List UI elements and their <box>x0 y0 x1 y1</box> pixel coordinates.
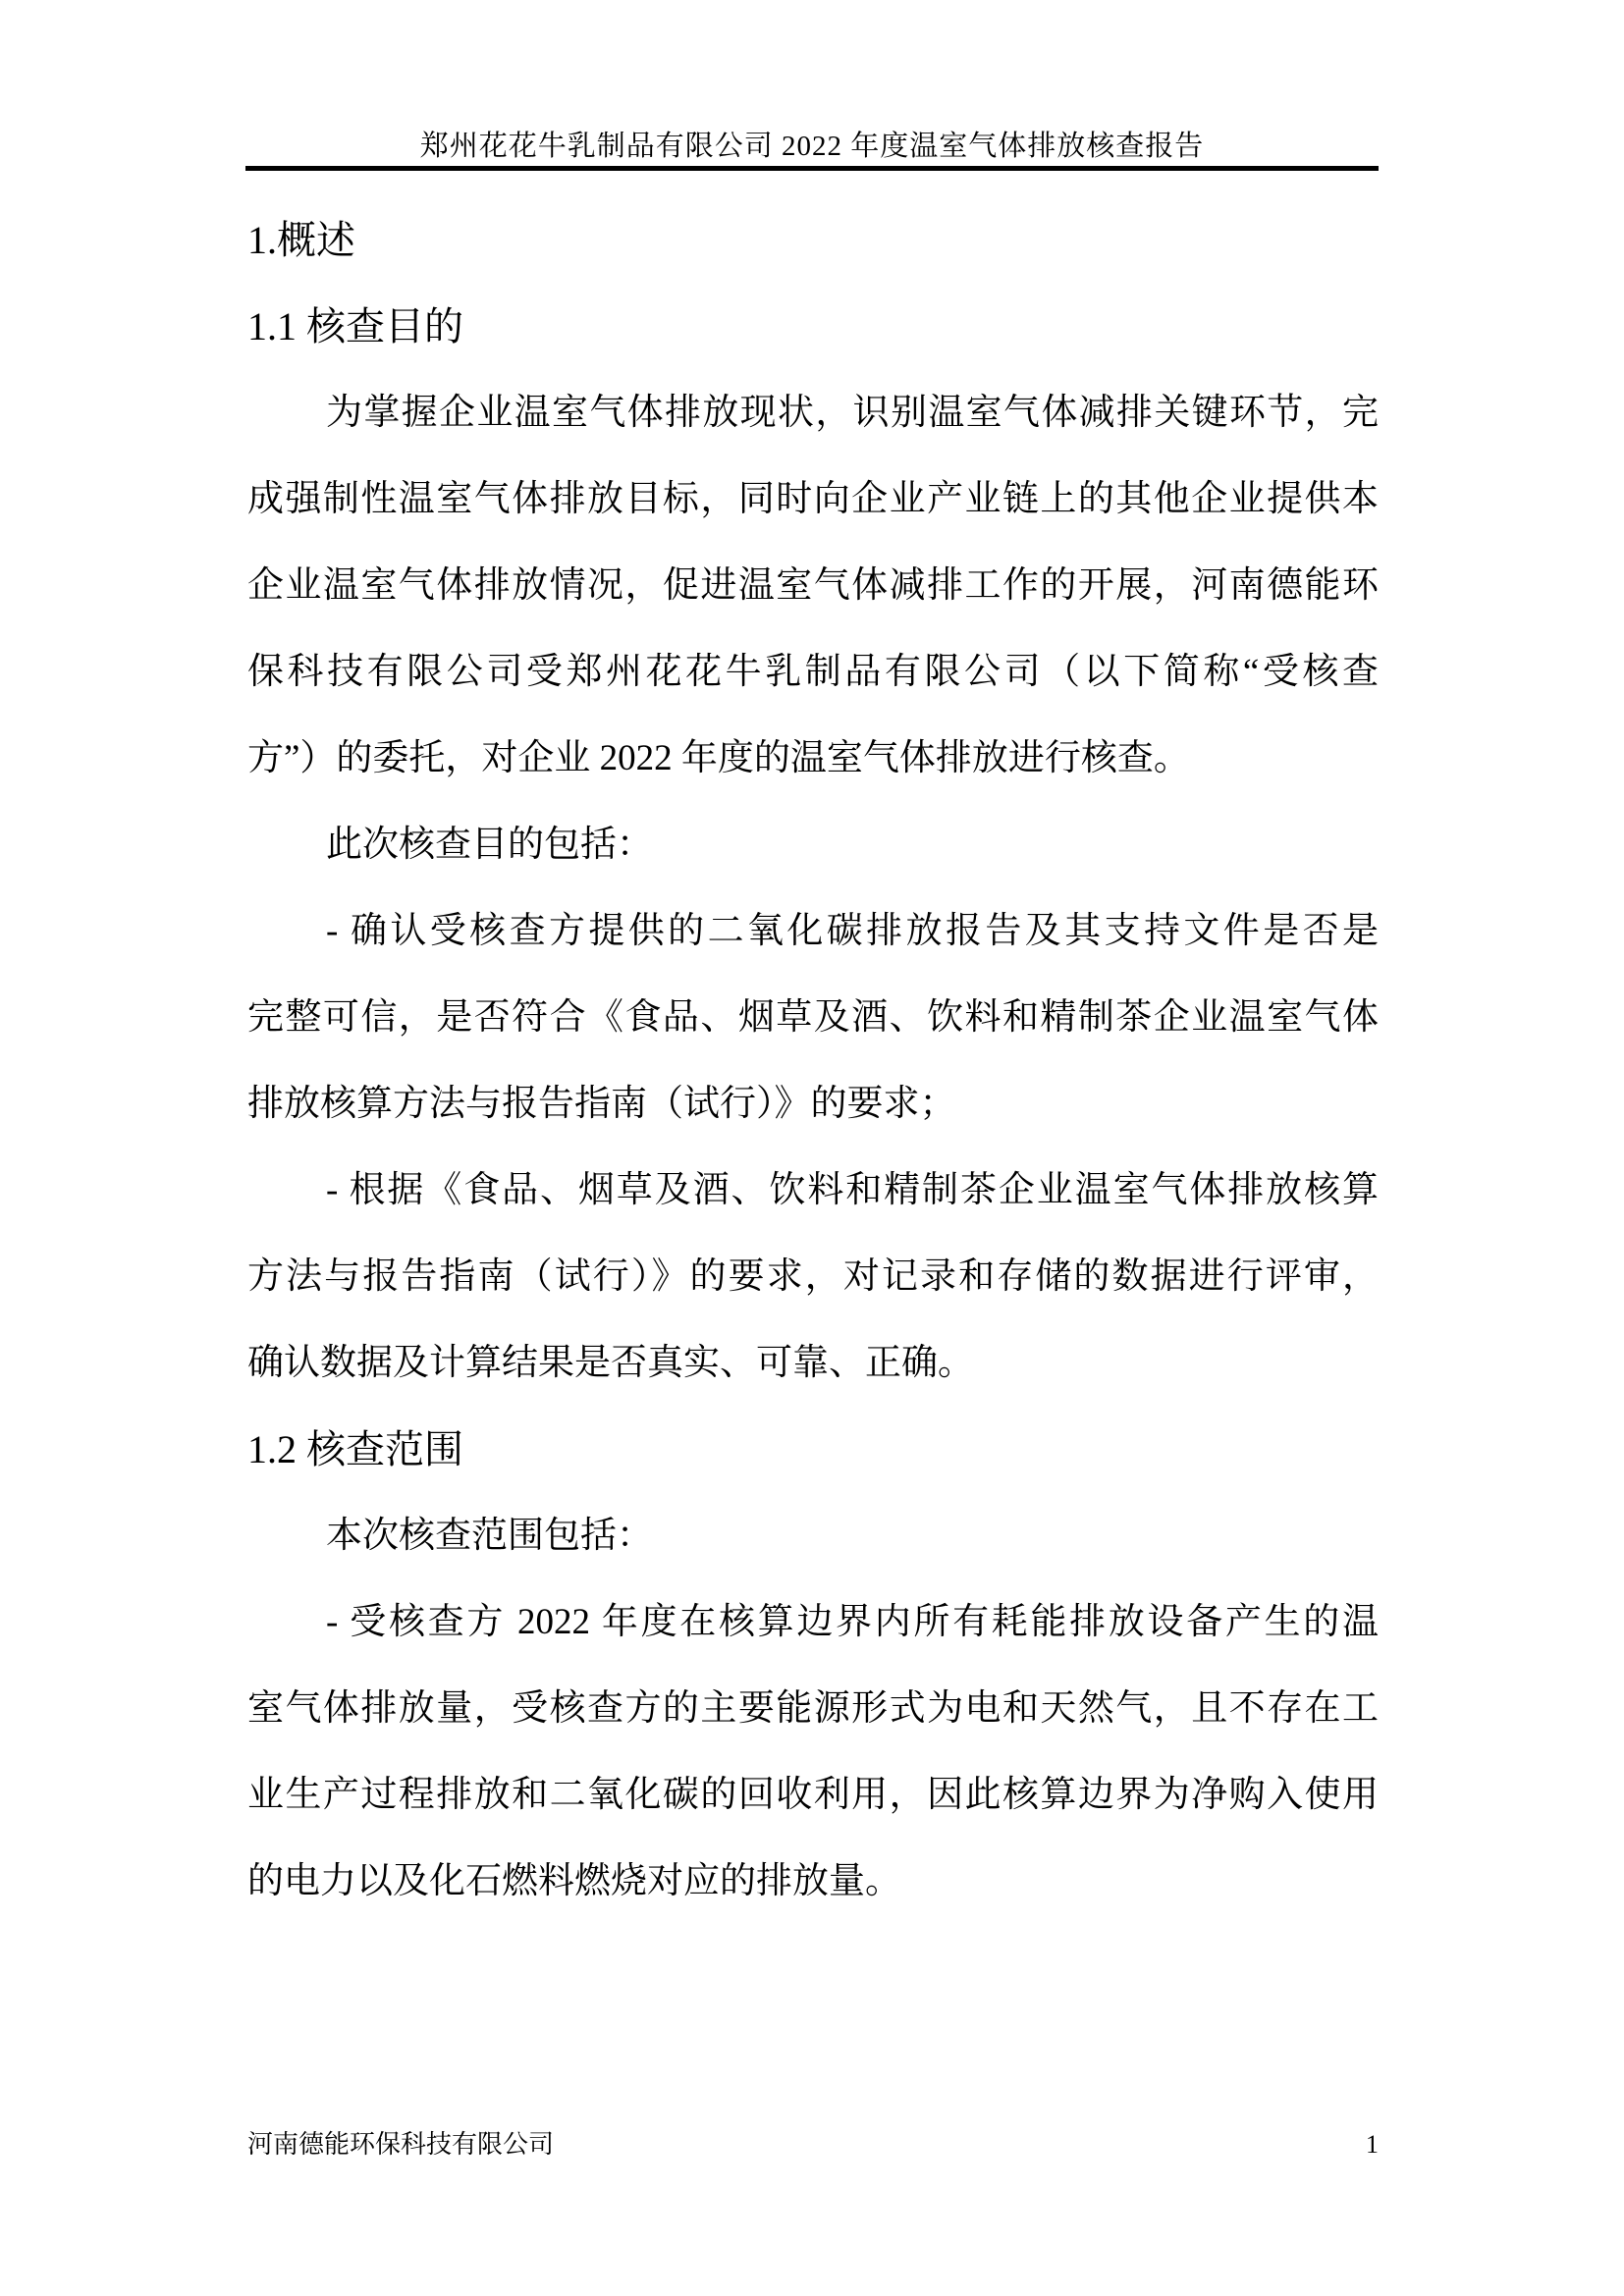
page-header-title: 郑州花花牛乳制品有限公司 2022 年度温室气体排放核查报告 <box>419 131 1205 162</box>
paragraph-line: 企业温室气体排放情况，促进温室气体减排工作的开展，河南德能环 <box>247 565 1379 606</box>
paragraph-line: 保科技有限公司受郑州花花牛乳制品有限公司（以下简称“受核查 <box>247 652 1379 692</box>
paragraph-line: 室气体排放量，受核查方的主要能源形式为电和天然气，且不存在工 <box>247 1688 1379 1729</box>
paragraph-line: 排放核算方法与报告指南（试行）》的要求； <box>247 1084 956 1124</box>
footer-page-number: 1 <box>1366 2130 1379 2159</box>
paragraph-line: 业生产过程排放和二氧化碳的回收利用，因此核算边界为净购入使用 <box>247 1775 1379 1815</box>
section-heading: 1.概述 <box>247 218 355 262</box>
paragraph-line: - 受核查方 2022 年度在核算边界内所有耗能排放设备产生的温 <box>326 1602 1379 1642</box>
page-footer <box>247 2120 1379 2169</box>
paragraph-line: 成强制性温室气体排放目标，同时向企业产业链上的其他企业提供本 <box>247 479 1379 519</box>
header-rule <box>245 166 1379 171</box>
paragraph-line: 为掌握企业温室气体排放现状，识别温室气体减排关键环节，完 <box>326 393 1379 433</box>
paragraph-line: 确认数据及计算结果是否真实、可靠、正确。 <box>247 1343 974 1383</box>
paragraph-line: - 确认受核查方提供的二氧化碳排放报告及其支持文件是否是 <box>326 911 1379 951</box>
paragraph-line: 完整可信，是否符合《食品、烟草及酒、饮料和精制茶企业温室气体 <box>247 997 1379 1038</box>
paragraph-line: 此次核查目的包括： <box>326 825 653 865</box>
section-heading: 1.1 核查目的 <box>247 304 463 348</box>
document-body <box>247 197 1379 1925</box>
paragraph-line: 方”）的委托，对企业 2022 年度的温室气体排放进行核查。 <box>247 738 1190 778</box>
paragraph-line: 的电力以及化石燃料燃烧对应的排放量。 <box>247 1861 901 1901</box>
paragraph-line: - 根据《食品、烟草及酒、饮料和精制茶企业温室气体排放核算 <box>326 1170 1379 1210</box>
footer-company: 河南德能环保科技有限公司 <box>247 2130 555 2159</box>
paragraph-line: 方法与报告指南（试行）》的要求，对记录和存储的数据进行评审， <box>247 1256 1379 1297</box>
section-heading: 1.2 核查范围 <box>247 1427 463 1471</box>
paragraph-line: 本次核查范围包括： <box>326 1516 653 1556</box>
